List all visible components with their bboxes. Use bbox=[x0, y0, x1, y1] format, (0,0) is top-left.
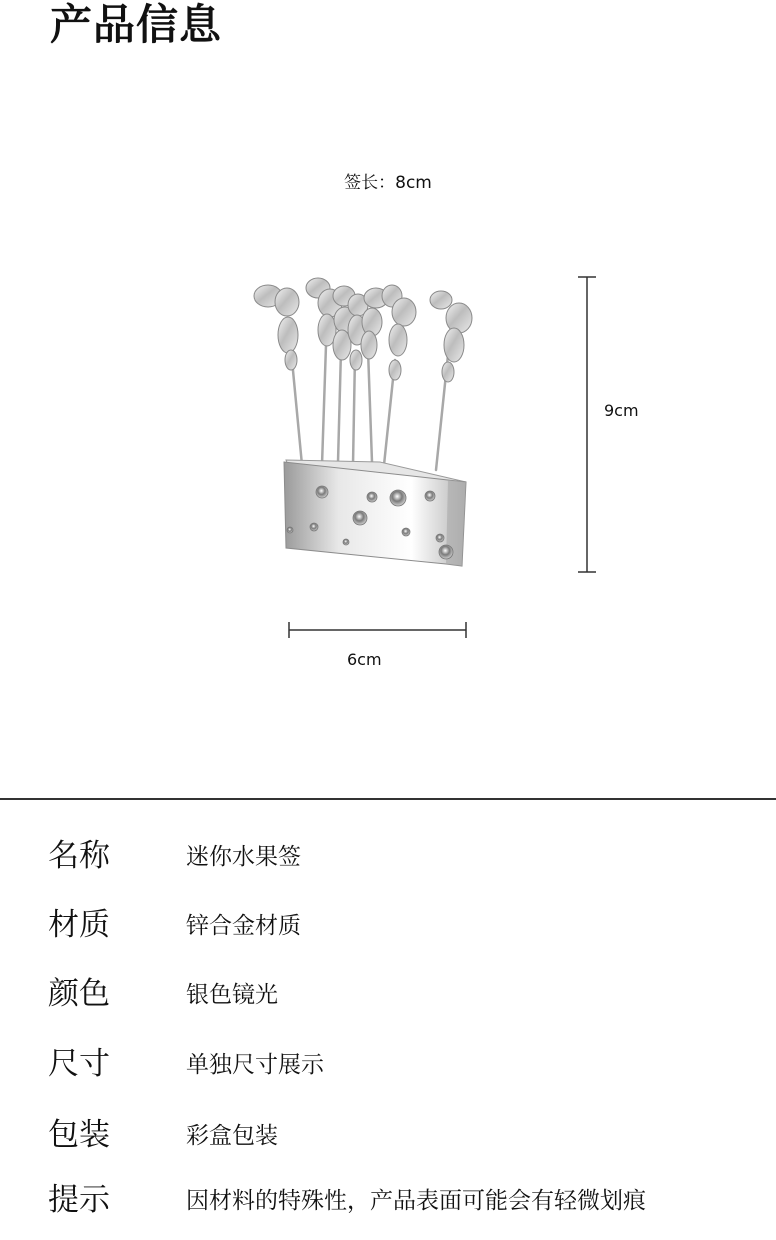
spec-value: 因材料的特殊性，产品表面可能会有轻微划痕 bbox=[186, 1188, 646, 1214]
spec-row-note bbox=[0, 1180, 776, 1240]
spec-key: 尺寸 bbox=[48, 1046, 110, 1082]
spec-key: 提示 bbox=[48, 1182, 110, 1218]
spec-row-material bbox=[0, 905, 776, 965]
spec-row-packaging bbox=[0, 1115, 776, 1175]
height-dimension-line bbox=[578, 277, 596, 572]
spec-row-name bbox=[0, 836, 776, 896]
spec-key: 包装 bbox=[48, 1117, 110, 1153]
spec-key: 名称 bbox=[48, 838, 110, 874]
section-title: 产品信息 bbox=[50, 0, 223, 49]
spec-value: 锌合金材质 bbox=[186, 913, 301, 939]
spec-value: 迷你水果签 bbox=[186, 844, 301, 870]
spec-value: 彩盒包装 bbox=[186, 1123, 278, 1149]
spec-row-color bbox=[0, 974, 776, 1034]
spec-key: 颜色 bbox=[48, 976, 110, 1012]
fruit-fork-sticks bbox=[292, 345, 448, 470]
spec-row-size bbox=[0, 1044, 776, 1104]
spec-value: 单独尺寸展示 bbox=[186, 1052, 324, 1078]
product-illustration bbox=[0, 250, 776, 650]
mouse-figures bbox=[254, 278, 472, 382]
section-divider bbox=[0, 798, 776, 800]
height-label: 9cm bbox=[604, 401, 639, 420]
stick-length-label: 签长：8cm bbox=[344, 173, 432, 193]
width-label: 6cm bbox=[347, 650, 382, 669]
spec-key: 材质 bbox=[48, 907, 110, 943]
spec-value: 银色镜光 bbox=[186, 982, 278, 1008]
width-dimension-line bbox=[289, 622, 466, 638]
